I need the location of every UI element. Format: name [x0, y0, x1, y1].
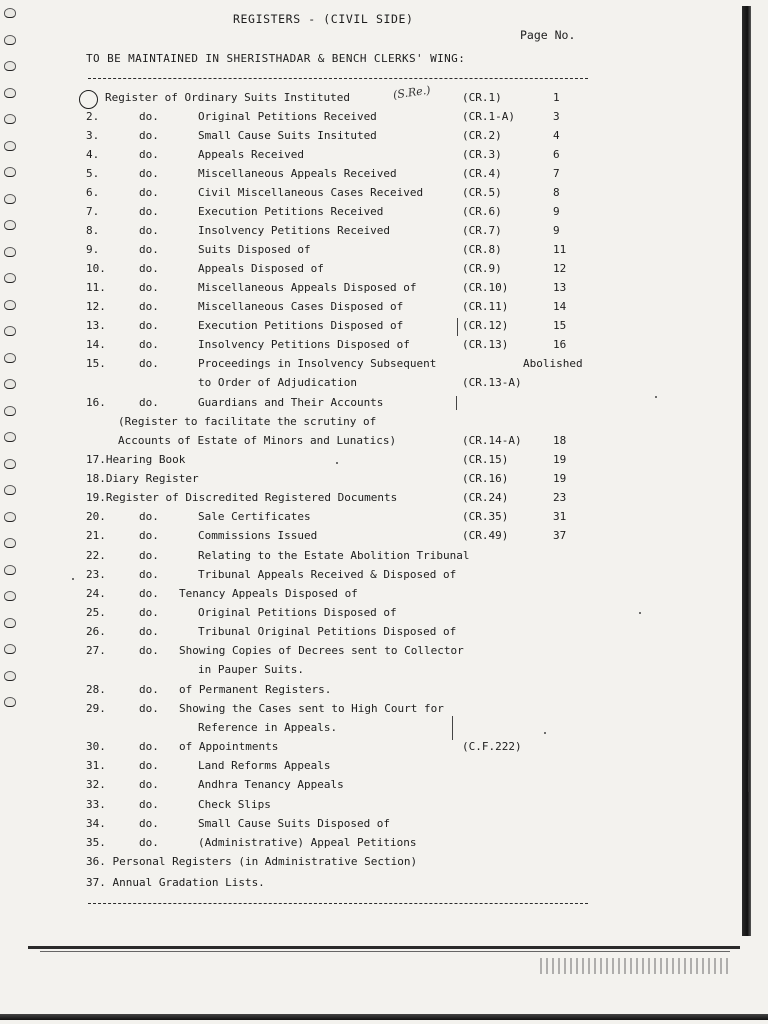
ditto-mark: do. [139, 740, 159, 753]
register-row [0, 549, 740, 567]
row-number: 23. [86, 568, 106, 581]
register-row [0, 415, 740, 433]
row-number: 29. [86, 702, 106, 715]
register-row [0, 262, 740, 280]
pen-mark [457, 318, 458, 336]
register-row [0, 568, 740, 586]
row-number: 35. [86, 836, 106, 849]
scan-noise [540, 958, 730, 974]
register-code: (CR.7) [462, 224, 502, 237]
top-dashed-rule [88, 78, 588, 79]
register-description: Original Petitions Received [198, 110, 377, 123]
page-number: 11 [553, 243, 567, 256]
ditto-mark: do. [139, 510, 159, 523]
ditto-mark: do. [139, 338, 159, 351]
page-number: 15 [553, 319, 567, 332]
document-subtitle: TO BE MAINTAINED IN SHERISTHADAR & BENCH CLERKS' WING: [86, 52, 466, 65]
register-description: Tribunal Appeals Received & Disposed of [198, 568, 457, 581]
row-number: 8. [86, 224, 100, 237]
register-row [0, 243, 740, 261]
register-description: Land Reforms Appeals [198, 759, 331, 772]
register-row [0, 91, 740, 109]
register-description: Small Cause Suits Disposed of [198, 817, 391, 830]
page-number: 4 [553, 129, 560, 142]
register-description: of Appointments [179, 740, 279, 753]
register-description: Suits Disposed of [198, 243, 311, 256]
register-row [0, 721, 740, 739]
register-description: Miscellaneous Cases Disposed of [198, 300, 404, 313]
ditto-mark: do. [139, 625, 159, 638]
row-number: 18.Diary Register [86, 472, 199, 485]
row-number: 14. [86, 338, 106, 351]
register-code: (CR.16) [462, 472, 509, 485]
scan-bottom-band [28, 946, 740, 949]
speck [72, 578, 74, 580]
ditto-mark: do. [139, 836, 159, 849]
ditto-mark: do. [139, 817, 159, 830]
register-row [0, 148, 740, 166]
register-description: Check Slips [198, 798, 271, 811]
scan-bottom-bar [0, 1014, 768, 1020]
register-description: Sale Certificates [198, 510, 311, 523]
register-code: (CR.24) [462, 491, 509, 504]
register-code: (CR.5) [462, 186, 502, 199]
scan-edge-shadow [742, 6, 751, 936]
page-number: 16 [553, 338, 567, 351]
page-number: 6 [553, 148, 560, 161]
register-row [0, 338, 740, 356]
page-number: 9 [553, 224, 560, 237]
ditto-mark: do. [139, 759, 159, 772]
page-number: 12 [553, 262, 567, 275]
pen-mark [456, 396, 457, 410]
register-row [0, 683, 740, 701]
row-number: 16. [86, 396, 106, 409]
register-description: Register of Ordinary Suits Instituted [105, 91, 351, 104]
ditto-mark: do. [139, 568, 159, 581]
register-row [0, 587, 740, 605]
register-description: Miscellaneous Appeals Disposed of [198, 281, 417, 294]
register-code: (CR.4) [462, 167, 502, 180]
register-description: (Register to facilitate the scrutiny of [118, 415, 377, 428]
row-number: 13. [86, 319, 106, 332]
register-code: (CR.8) [462, 243, 502, 256]
row-number: 32. [86, 778, 106, 791]
register-description: Insolvency Petitions Disposed of [198, 338, 410, 351]
register-row [0, 281, 740, 299]
register-description: Execution Petitions Disposed of [198, 319, 404, 332]
register-row [0, 129, 740, 147]
register-code: (C.F.222) [462, 740, 522, 753]
ditto-mark: do. [139, 683, 159, 696]
ditto-mark: do. [139, 644, 159, 657]
register-row [0, 625, 740, 643]
row-number: 36. Personal Registers (in Administrative Section) [86, 855, 418, 868]
register-code: (CR.12) [462, 319, 509, 332]
register-code: (CR.10) [462, 281, 509, 294]
register-description: of Permanent Registers. [179, 683, 332, 696]
page-number: 23 [553, 491, 567, 504]
register-code: (CR.2) [462, 129, 502, 142]
register-row [0, 778, 740, 796]
register-code: (CR.13-A) [462, 376, 522, 389]
ditto-mark: do. [139, 205, 159, 218]
register-row [0, 702, 740, 720]
row-number: 17.Hearing Book [86, 453, 186, 466]
handwritten-note: (S.Re.) [392, 83, 432, 102]
row-number: 2. [86, 110, 100, 123]
register-description: Execution Petitions Received [198, 205, 384, 218]
binding-hole [4, 8, 16, 18]
ditto-mark: do. [139, 281, 159, 294]
ditto-mark: do. [139, 798, 159, 811]
register-row [0, 644, 740, 662]
row-number: 24. [86, 587, 106, 600]
ditto-mark: do. [139, 129, 159, 142]
row-number: 15. [86, 357, 106, 370]
row-number: 22. [86, 549, 106, 562]
register-row [0, 876, 740, 894]
binding-hole [4, 61, 16, 71]
ditto-mark: do. [139, 186, 159, 199]
page-number: 7 [553, 167, 560, 180]
page-number: 18 [553, 434, 567, 447]
row-number: 21. [86, 529, 106, 542]
row-number: 9. [86, 243, 100, 256]
edge-mark [748, 760, 750, 792]
page-number: 1 [553, 91, 560, 104]
register-code: (CR.6) [462, 205, 502, 218]
row-number: 20. [86, 510, 106, 523]
register-description: in Pauper Suits. [198, 663, 304, 676]
register-description: Civil Miscellaneous Cases Received [198, 186, 424, 199]
row-number: 25. [86, 606, 106, 619]
register-description: Commissions Issued [198, 529, 318, 542]
register-description: Appeals Received [198, 148, 304, 161]
row-number: 4. [86, 148, 100, 161]
page-number: 9 [553, 205, 560, 218]
speck [639, 612, 641, 614]
row-number: 31. [86, 759, 106, 772]
page-no-label: Page No. [520, 28, 576, 42]
register-row [0, 224, 740, 242]
register-row [0, 836, 740, 854]
row-number: 37. Annual Gradation Lists. [86, 876, 265, 889]
register-row [0, 798, 740, 816]
register-code: (CR.1) [462, 91, 502, 104]
register-description: Accounts of Estate of Minors and Lunatics) [118, 434, 397, 447]
register-description: Showing Copies of Decrees sent to Collector [179, 644, 464, 657]
row-number: 33. [86, 798, 106, 811]
row-number: 12. [86, 300, 106, 313]
document-title: REGISTERS - (CIVIL SIDE) [233, 12, 414, 26]
pen-mark [452, 716, 453, 740]
register-row [0, 472, 740, 490]
register-row [0, 186, 740, 204]
page-number: 13 [553, 281, 567, 294]
register-row [0, 319, 740, 337]
register-description: Showing the Cases sent to High Court for [179, 702, 444, 715]
register-description: Appeals Disposed of [198, 262, 324, 275]
ditto-mark: do. [139, 110, 159, 123]
register-description: to Order of Adjudication [198, 376, 357, 389]
row-number: 19.Register of Discredited Registered Documents [86, 491, 398, 504]
row-number: 3. [86, 129, 100, 142]
ditto-mark: do. [139, 148, 159, 161]
register-row [0, 817, 740, 835]
page-number: 37 [553, 529, 567, 542]
row-number: 6. [86, 186, 100, 199]
page-number: 3 [553, 110, 560, 123]
register-description: Guardians and Their Accounts [198, 396, 384, 409]
page-number: 31 [553, 510, 567, 523]
ditto-mark: do. [139, 357, 159, 370]
register-code: (CR.11) [462, 300, 509, 313]
row-number: 5. [86, 167, 100, 180]
register-code: (CR.49) [462, 529, 509, 542]
register-row [0, 357, 740, 375]
page-number: 19 [553, 453, 567, 466]
binding-hole [4, 35, 16, 45]
page-number: Abolished [523, 357, 583, 370]
ditto-mark: do. [139, 262, 159, 275]
register-row [0, 855, 740, 873]
bottom-dashed-rule [88, 903, 588, 904]
ditto-mark: do. [139, 167, 159, 180]
register-code: (CR.13) [462, 338, 509, 351]
register-row [0, 510, 740, 528]
page-number: 8 [553, 186, 560, 199]
ditto-mark: do. [139, 702, 159, 715]
register-row [0, 453, 740, 471]
register-description: Andhra Tenancy Appeals [198, 778, 344, 791]
ditto-mark: do. [139, 778, 159, 791]
ditto-mark: do. [139, 243, 159, 256]
page-number: 19 [553, 472, 567, 485]
register-code: (CR.3) [462, 148, 502, 161]
scan-bottom-line [40, 951, 730, 952]
row-number: 10. [86, 262, 106, 275]
register-row [0, 491, 740, 509]
register-description: Tribunal Original Petitions Disposed of [198, 625, 457, 638]
row-number: 30. [86, 740, 106, 753]
register-row [0, 167, 740, 185]
register-row [0, 434, 740, 452]
register-row [0, 205, 740, 223]
register-code: (CR.1-A) [462, 110, 515, 123]
register-description: Miscellaneous Appeals Received [198, 167, 397, 180]
register-row [0, 740, 740, 758]
ditto-mark: do. [139, 300, 159, 313]
row-number: 27. [86, 644, 106, 657]
ditto-mark: do. [139, 529, 159, 542]
row-number: 26. [86, 625, 106, 638]
register-description: Reference in Appeals. [198, 721, 338, 734]
row-number: 7. [86, 205, 100, 218]
register-description: (Administrative) Appeal Petitions [198, 836, 417, 849]
ditto-mark: do. [139, 587, 159, 600]
register-description: Insolvency Petitions Received [198, 224, 391, 237]
register-row [0, 759, 740, 777]
register-description: Small Cause Suits Insituted [198, 129, 377, 142]
register-row [0, 300, 740, 318]
row-number: 28. [86, 683, 106, 696]
speck [655, 396, 657, 398]
register-row [0, 663, 740, 681]
row-number: 11. [86, 281, 106, 294]
ditto-mark: do. [139, 224, 159, 237]
register-description: Relating to the Estate Abolition Tribunal [198, 549, 470, 562]
register-description: Tenancy Appeals Disposed of [179, 587, 358, 600]
register-code: (CR.35) [462, 510, 509, 523]
row-number: 34. [86, 817, 106, 830]
register-row [0, 606, 740, 624]
speck [544, 732, 546, 734]
ditto-mark: do. [139, 606, 159, 619]
register-description: Original Petitions Disposed of [198, 606, 397, 619]
ditto-mark: do. [139, 396, 159, 409]
register-description: Proceedings in Insolvency Subsequent [198, 357, 437, 370]
page-number: 14 [553, 300, 567, 313]
ditto-mark: do. [139, 319, 159, 332]
speck [336, 462, 338, 464]
register-row [0, 529, 740, 547]
register-row [0, 110, 740, 128]
register-code: (CR.15) [462, 453, 509, 466]
register-row [0, 376, 740, 394]
register-code: (CR.14-A) [462, 434, 522, 447]
register-code: (CR.9) [462, 262, 502, 275]
ditto-mark: do. [139, 549, 159, 562]
register-row [0, 396, 740, 414]
